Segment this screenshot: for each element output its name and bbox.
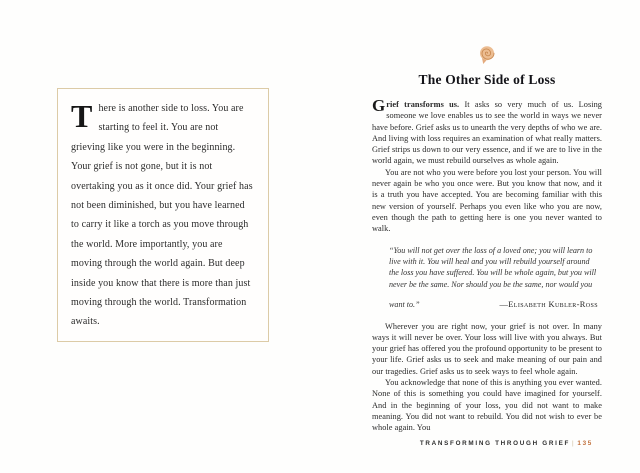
chapter-body [372, 96, 602, 434]
right-page-column [372, 45, 602, 434]
paragraph-4: You acknowledge that none of this is anything you ever wanted. None of this is something you could have imagined for yourself. And in the beginning of your loss, you did not want to make meaning. You did not want to rebuild. You did not wish to ever be whole again. You [372, 378, 602, 433]
paragraph-2: You are not who you were before you lost your person. You will never again be who you once were. But you know that now, and it is a truth you have accepted. You are becoming familiar with this new version of yourself. Perhaps you even like who you are now, even though the path to getting here is one you never wanted to walk. [372, 167, 602, 234]
paragraph-3: Wherever you are right now, your grief is not over. In many ways it will never be over. Your loss will live with you always. But your grief has offered you the profound opportunity to be present to your life. Grief asks us to seek and make meaning of our pain and our tragedies. Grief asks us to seek ways to feel whole again. [372, 321, 602, 376]
paragraph-1 [372, 96, 602, 167]
chapter-title: The Other Side of Loss [418, 72, 556, 87]
paragraph-1-lead: rief transforms us. [386, 100, 460, 109]
quote-attribution: —Elisabeth Kubler-Ross [499, 300, 598, 310]
blockquote-last-line [389, 299, 598, 310]
pull-quote-body: here is another side to loss. You are starting to feel it. You are not grieving like you were in the beginning. Your grief is not gone, but it is not overtaking you as it once did. Your grief has not been diminished, but you have learned to carry it like a torch as you move through the world. More importantly, you are moving through the world again. But deep inside you know that there is more than just moving through the world. Transformation awaits. [71, 103, 253, 328]
pull-quote-text [71, 99, 255, 332]
paragraph-1-rest: It asks so very much of us. Losing someone we love enables us to see the world in ways we never have before. Grief asks us to unearth the very depths of who we are. And living with loss requires an examination of what really matters. Grief strips us down to our very essence, and if we are to live in the world again, we must rebuild ourselves as whole again. [372, 100, 602, 166]
footer-separator: | [572, 440, 576, 447]
drop-cap-g: G [372, 96, 386, 115]
shell-icon [478, 45, 496, 66]
blockquote-text: “You will not get over the loss of a loved one; you will learn to live with it. You will heal and you will rebuild yourself around the loss you have suffered. You will be whole again, but you will never be the same. Nor should you be the same, nor would you [389, 245, 597, 289]
running-footer [372, 440, 602, 447]
drop-cap-t: T [71, 98, 93, 134]
page-number: 135 [577, 440, 593, 447]
pull-quote-box [57, 88, 269, 342]
blockquote-last-words: want to.” [389, 300, 420, 310]
footer-chapter-label: TRANSFORMING THROUGH GRIEF [419, 440, 571, 447]
chapter-ornament [372, 45, 602, 69]
